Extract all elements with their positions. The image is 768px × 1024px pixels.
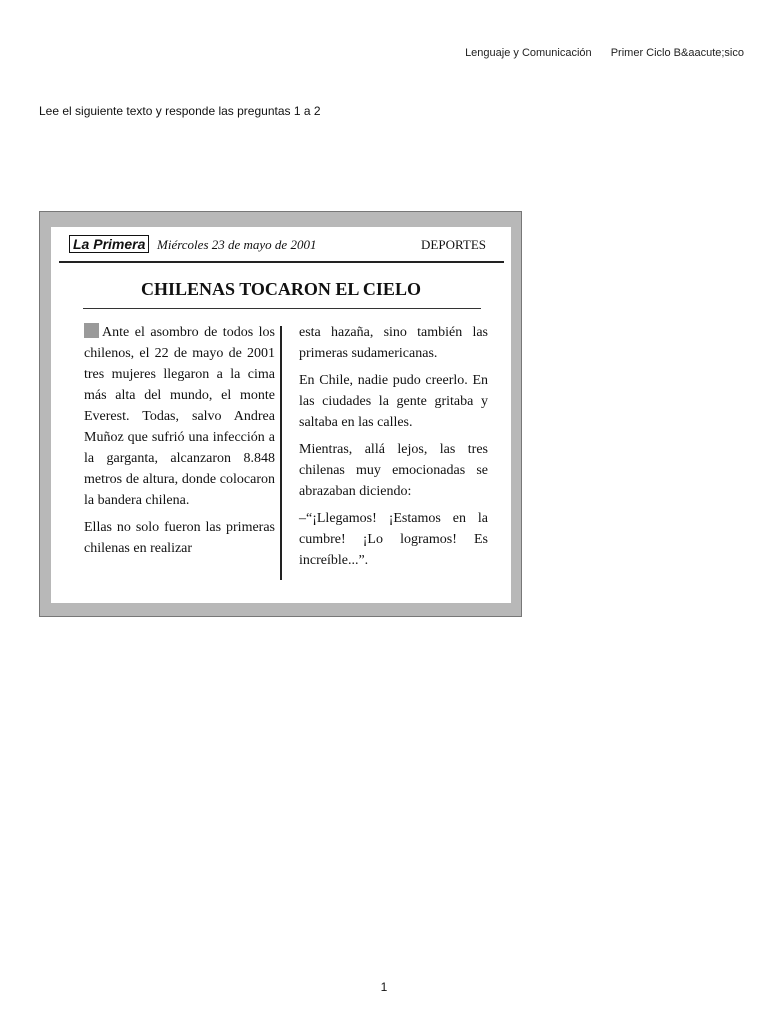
masthead — [59, 233, 499, 255]
article-paragraph: Ellas no solo fueron las primeras chilenas en realizar — [84, 520, 275, 556]
article-column-left — [84, 322, 275, 565]
newspaper-clipping — [39, 211, 522, 617]
level-label: Primer Ciclo B&aacute;sico — [610, 47, 744, 59]
newspaper-page — [51, 227, 511, 603]
instruction-text: Lee el siguiente texto y responde las preguntas 1 a 2 — [39, 104, 321, 118]
article-headline: CHILENAS TOCARON EL CIELO — [141, 279, 421, 299]
page-header — [465, 47, 744, 59]
article-paragraph: –“¡Llegamos! ¡Estamos en la cumbre! ¡Lo logramos! Es increíble...”. — [299, 511, 488, 568]
section-label: DEPORTES — [421, 237, 486, 252]
headline-rule — [83, 308, 481, 309]
article-paragraph — [84, 322, 275, 511]
newspaper-logo: La Primera — [69, 235, 149, 253]
article-paragraph: esta hazaña, sino también las primeras sudamericanas. — [299, 325, 488, 361]
paragraph-text: Ante el asombro de todos los chilenos, el 22 de mayo de 2001 tres mujeres llegaron a la cima más alta del mundo, el monte Everest. Todas, salvo Andrea Muñoz que sufrió una infección a la garganta, alcanzaron 8.848 metros de altura, donde colocaron la bandera chilena. — [84, 325, 275, 508]
article-column-right — [299, 322, 488, 577]
article-paragraph: En Chile, nadie pudo creerlo. En las ciudades la gente gritaba y saltaba en las calles. — [299, 373, 488, 430]
column-divider — [280, 326, 282, 580]
article-paragraph: Mientras, allá lejos, las tres chilenas muy emocionadas se abrazaban diciendo: — [299, 442, 488, 499]
paragraph-marker — [84, 323, 99, 338]
masthead-rule — [59, 261, 504, 263]
subject-label: Lenguaje y Comunicación — [465, 47, 592, 59]
page-number: 1 — [380, 980, 388, 994]
publication-date: Miércoles 23 de mayo de 2001 — [157, 237, 317, 252]
